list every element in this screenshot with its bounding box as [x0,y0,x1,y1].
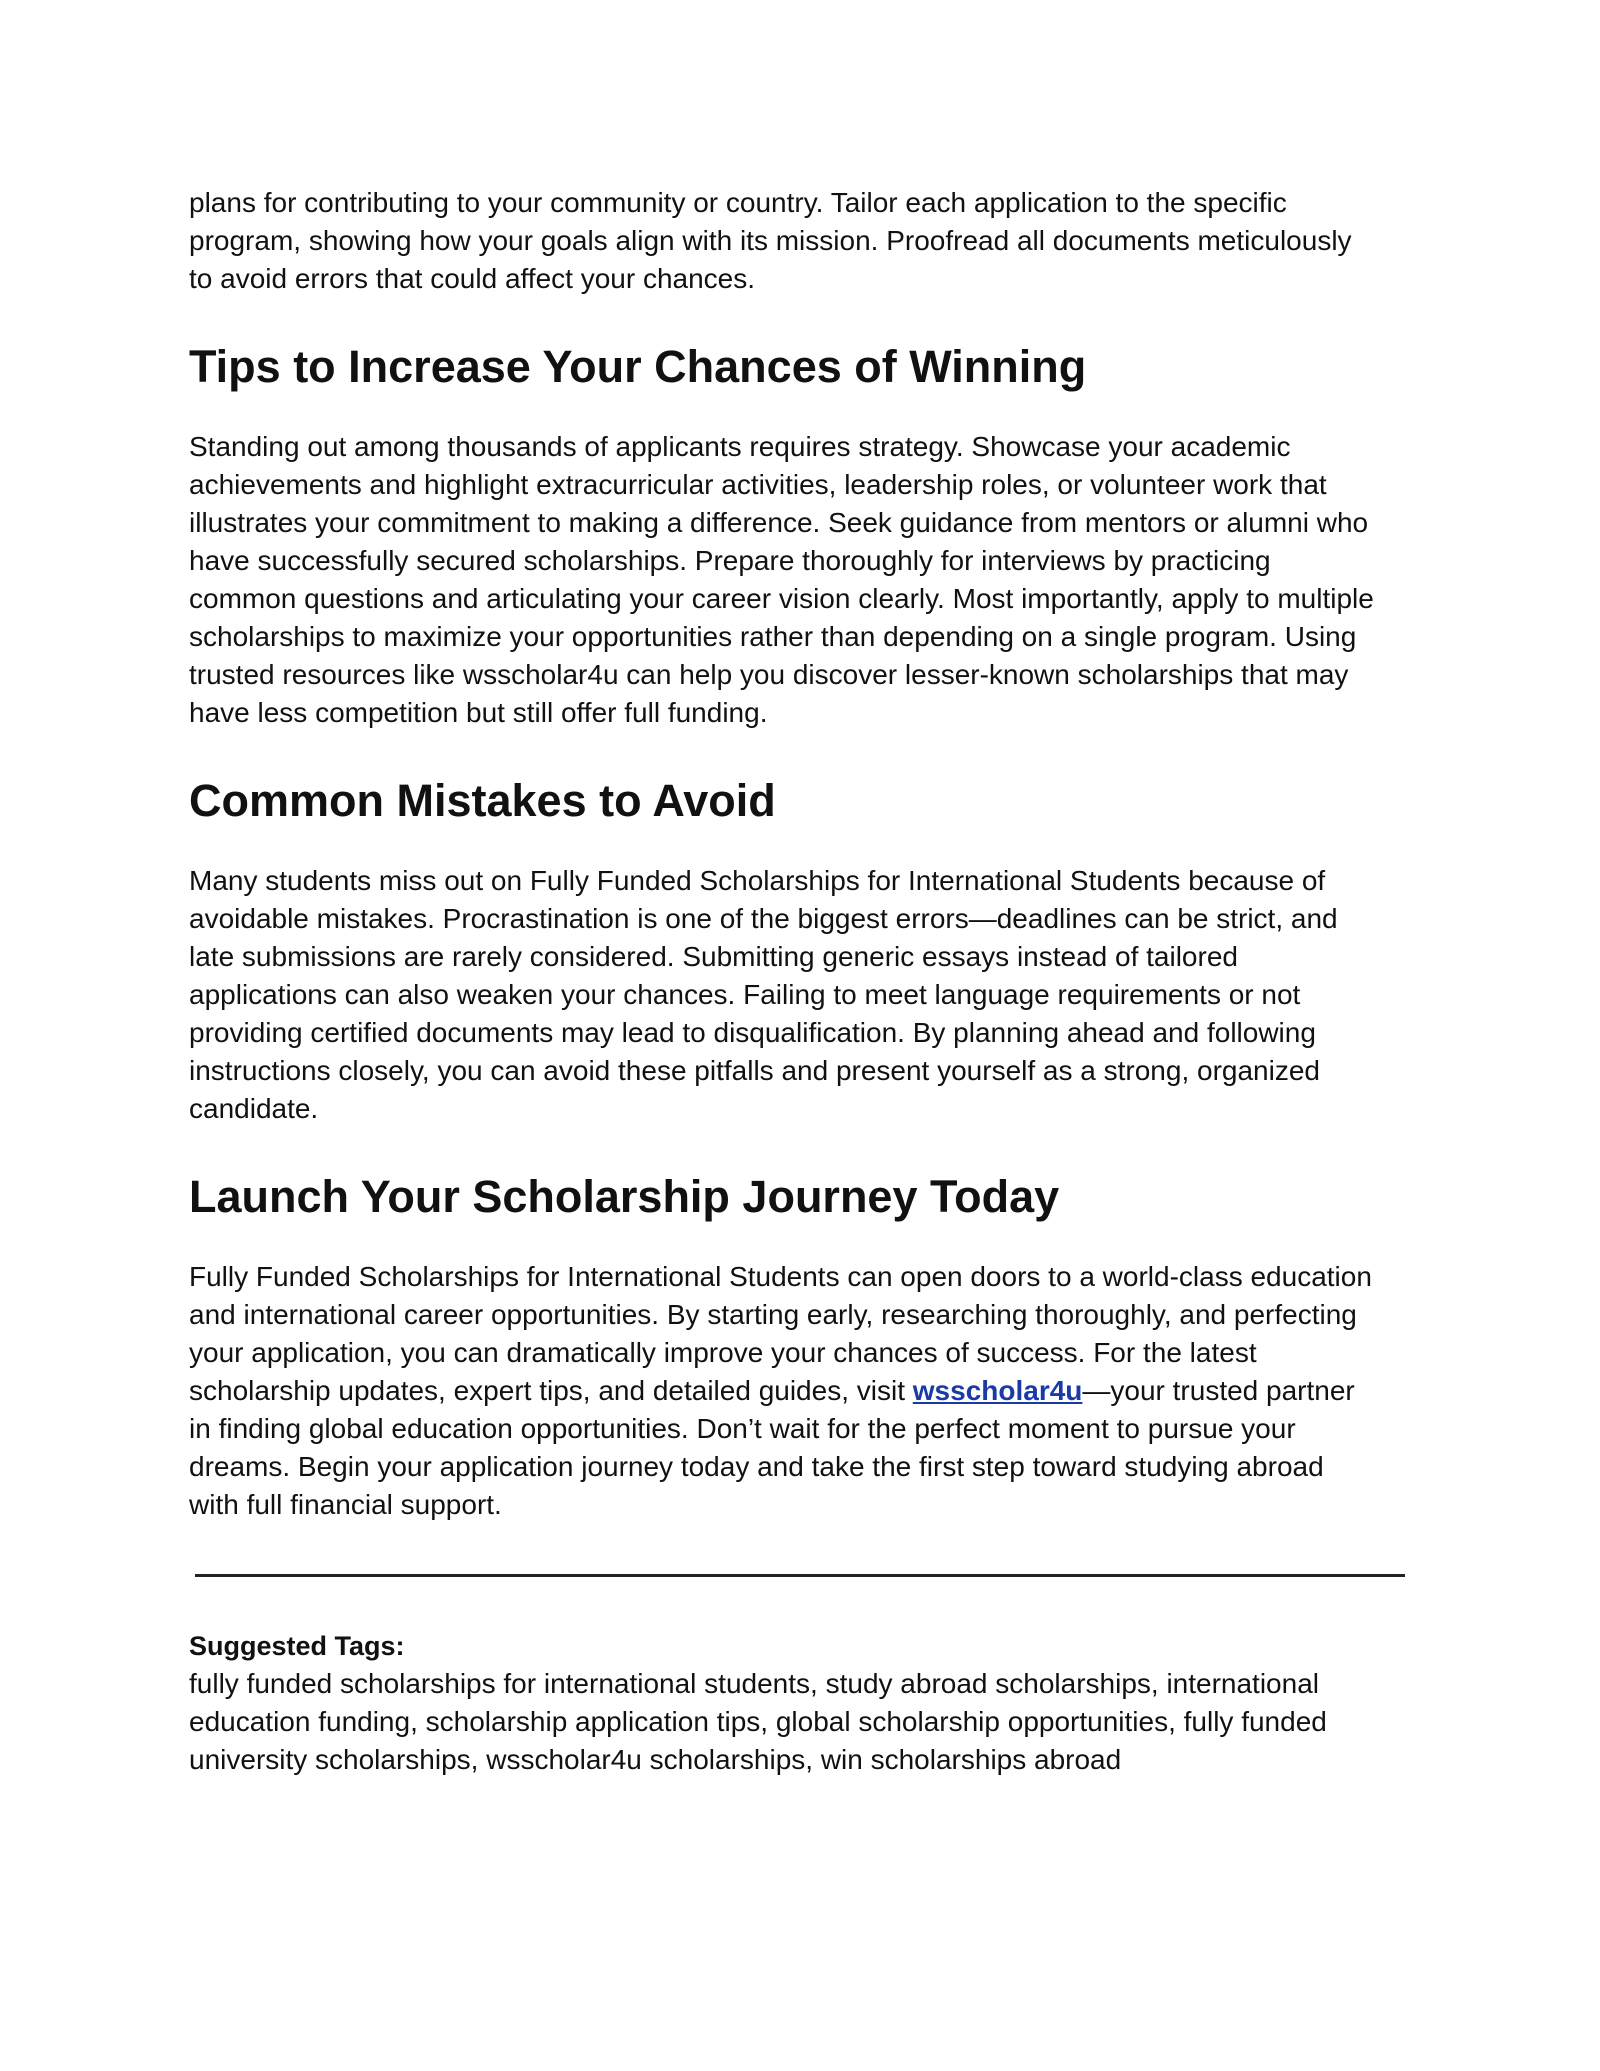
intro-paragraph: plans for contributing to your community or country. Tailor each application to the specific program, showing how your goals align with its mission. Proofread all documents meticulously to avoid errors that could affect your chances. [189,187,1352,294]
mistakes-heading: Common Mistakes to Avoid [189,775,776,826]
mistakes-paragraph: Many students miss out on Fully Funded Scholarships for International Students because of avoidable mistakes. Procrastination is one of the biggest errors—deadlines can be strict, and late submissions are rarely considered. Submitting generic essays instead of tailored applications can also weaken your chances. Failing to meet language requirements or not providing certified documents may lead to disqualification. By planning ahead and following instructions closely, you can avoid these pitfalls and present yourself as a strong, organized candidate. [189,865,1338,1124]
launch-heading: Launch Your Scholarship Journey Today [189,1171,1060,1222]
tips-heading: Tips to Increase Your Chances of Winning [189,341,1087,392]
tips-paragraph: Standing out among thousands of applicants requires strategy. Showcase your academic achievements and highlight extracurricular activities, leadership roles, or volunteer work that illustrates your commitment to making a difference. Seek guidance from mentors or alumni who have successfully secured scholarships. Prepare thoroughly for interviews by practicing common questions and articulating your career vision clearly. Most importantly, apply to multiple scholarships to maximize your opportunities rather than depending on a single program. Using trusted resources like wsscholar4u can help you discover lesser-known scholarships that may have less competition but still offer full funding. [189,431,1374,728]
wsscholar4u-link[interactable]: wsscholar4u [912,1375,1083,1406]
launch-text-after-link: —your trusted partner in finding global education opportunities. Don’t wait for the perfect moment to pursue your dreams. Begin your application journey today and take the first step toward studying abroad with full financial support. [189,1375,1355,1520]
document-page [189,184,1414,1779]
suggested-tags-list: fully funded scholarships for international students, study abroad scholarships, international education funding, scholarship application tips, global scholarship opportunities, fully funded university scholarships, wsscholar4u scholarships, win scholarships abroad [189,1668,1327,1775]
horizontal-divider [195,1574,1405,1577]
launch-paragraph [189,1258,1414,1524]
suggested-tags-label: Suggested Tags: [189,1631,405,1661]
launch-text-before-link: Fully Funded Scholarships for International Students can open doors to a world-class education and international career opportunities. By starting early, researching thoroughly, and perfecting your application, you can dramatically improve your chances of success. For the latest scholarship updates, expert tips, and detailed guides, visit [189,1261,1372,1406]
